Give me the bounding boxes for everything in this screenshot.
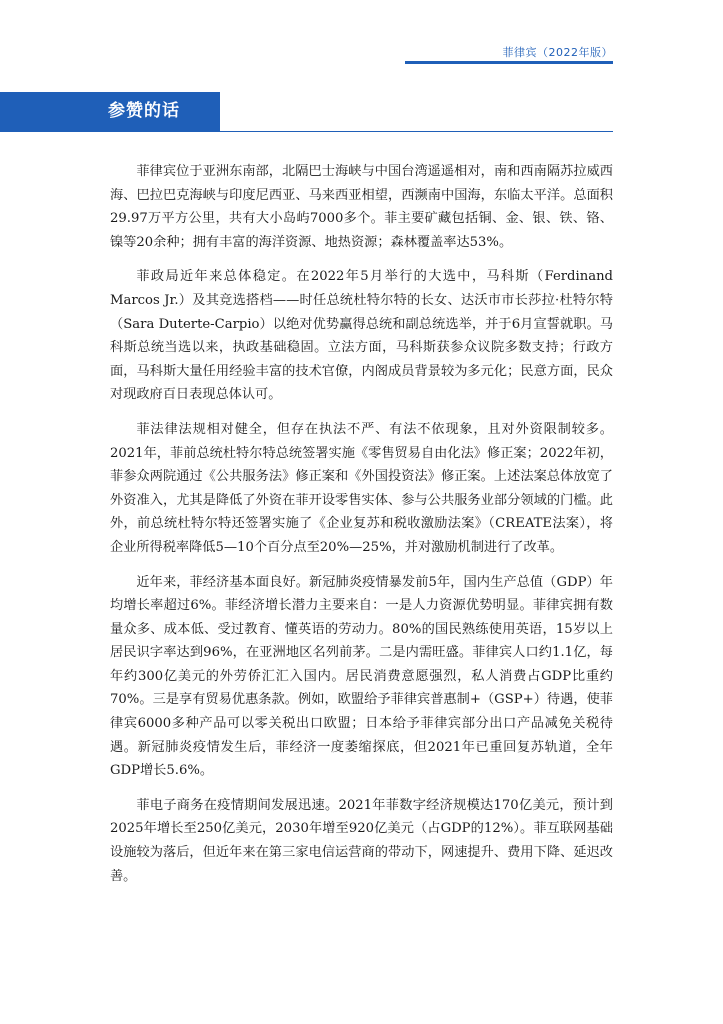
paragraph: 菲律宾位于亚洲东南部，北隔巴士海峡与中国台湾遥遥相对，南和西南隔苏拉威西海、巴拉巴克海峡与印度尼西亚、马来西亚相望，西濒南中国海，东临太平洋。总面积29.97万平方公里，共有大小岛屿7000多个。菲主要矿藏包括铜、金、银、铁、铬、镍等20余种；拥有丰富的海洋资源、地热资源；森林覆盖率达53%。 bbox=[110, 164, 613, 250]
running-header: 菲律宾（2022年版） bbox=[502, 46, 613, 59]
body-text bbox=[110, 160, 613, 899]
section-title-bar bbox=[0, 92, 220, 131]
section-title: 参赞的话 bbox=[108, 101, 180, 121]
paragraph: 近年来，菲经济基本面良好。新冠肺炎疫情暴发前5年，国内生产总值（GDP）年均增长率超过6%。菲经济增长潜力主要来自：一是人力资源优势明显。菲律宾拥有数量众多、成本低、受过教育、懂英语的劳动力。80%的国民熟练使用英语，15岁以上居民识字率达到96%，在亚洲地区名列前茅。二是内需旺盛。菲律宾人口约1.1亿，每年约300亿美元的外劳侨汇汇入国内。居民消费意愿强烈，私人消费占GDP比重约70%。三是享有贸易优惠条款。例如，欧盟给予菲律宾普惠制+（GSP+）待遇，使菲律宾6000多种产品可以零关税出口欧盟；日本给予菲律宾部分出口产品减免关税待遇。新冠肺炎疫情发生后，菲经济一度萎缩探底，但2021年已重回复苏轨道，全年GDP增长5.6%。 bbox=[110, 574, 613, 779]
paragraph: 菲政局近年来总体稳定。在2022年5月举行的大选中，马科斯（Ferdinand Marcos Jr.）及其竞选搭档——时任总统杜特尔特的长女、达沃市市长莎拉·杜特尔特（Sara Duterte-Carpio）以绝对优势赢得总统和副总统选举，并于6月宣誓就职。马科斯总统当选以来，执政基础稳固。立法方面，马科斯获参众议院多数支持；行政方面，马科斯大量任用经验丰富的技术官僚，内阁成员背景较为多元化；民意方面，民众对现政府百日表现总体认可。 bbox=[110, 269, 613, 403]
paragraph: 菲电子商务在疫情期间发展迅速。2021年菲数字经济规模达170亿美元，预计到2025年增长至250亿美元，2030年增至920亿美元（占GDP的12%）。菲互联网基础设施较为落后，但近年来在第三家电信运营商的带动下，网速提升、费用下降、延迟改善。 bbox=[110, 797, 613, 884]
header-rule bbox=[405, 61, 613, 64]
section-title-underline bbox=[0, 131, 613, 132]
paragraph: 菲法律法规相对健全，但存在执法不严、有法不依现象，且对外资限制较多。2021年，菲前总统杜特尔特总统签署实施《零售贸易自由化法》修正案；2022年初，菲参众两院通过《公共服务法》修正案和《外国投资法》修正案。上述法案总体放宽了外资准入，尤其是降低了外资在菲开设零售实体、参与公共服务业部分领域的门槛。此外，前总统杜特尔特还签署实施了《企业复苏和税收激励法案》（CREATE法案），将企业所得税率降低5—10个百分点至20%—25%，并对激励机制进行了改革。 bbox=[110, 421, 613, 555]
